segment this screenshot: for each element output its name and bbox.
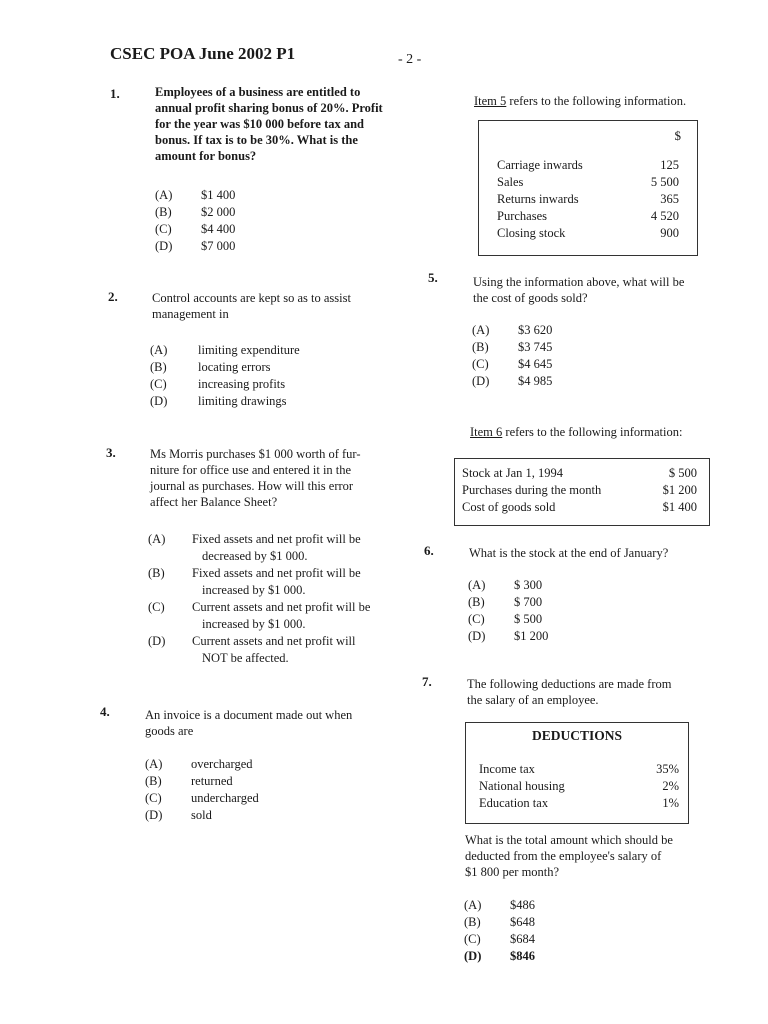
q1-line: bonus. If tax is to be 30%. What is the	[155, 133, 358, 147]
page-title: CSEC POA June 2002 P1	[110, 44, 296, 63]
q4-option-b[interactable]: (B) returned	[145, 774, 233, 788]
item6-row: Purchases during the month $1 200	[462, 483, 697, 497]
q5-line: the cost of goods sold?	[473, 291, 588, 305]
item5-row: Sales 5 500	[497, 175, 679, 189]
q3-line: affect her Balance Sheet?	[150, 495, 278, 509]
q2-number: 2.	[108, 289, 118, 304]
q4-text	[145, 707, 405, 739]
q1-option-a[interactable]: (A) $1 400	[155, 188, 236, 202]
deductions-table	[465, 722, 689, 824]
q5-number: 5.	[428, 270, 438, 285]
q5-option-b[interactable]: (B) $3 745	[472, 340, 553, 354]
deductions-title: DEDUCTIONS	[531, 728, 623, 743]
deductions-row: National housing 2%	[479, 779, 679, 793]
item5-row: Purchases 4 520	[497, 209, 679, 223]
q4-number: 4.	[100, 704, 110, 719]
q3-options	[148, 531, 370, 667]
q1-option-b[interactable]: (B) $2 000	[155, 205, 236, 219]
deductions-row: Income tax 35%	[479, 762, 679, 776]
q1-line: annual profit sharing bonus of 20%. Profit	[155, 101, 383, 115]
q5-options	[472, 322, 552, 390]
q2-line: Control accounts are kept so as to assist	[152, 291, 351, 305]
q4-line: goods are	[145, 724, 194, 738]
item5-row: Closing stock 900	[497, 226, 679, 240]
q3-number: 3.	[106, 445, 116, 460]
q7-options	[464, 897, 535, 965]
q3-text	[150, 446, 410, 510]
q6-option-c[interactable]: (C) $ 500	[468, 612, 543, 626]
item6-table	[454, 458, 710, 526]
q3-option-a[interactable]: (A) Fixed assets and net profit will be decreased by $1 000.	[148, 532, 361, 563]
q2-options	[150, 342, 300, 410]
q4-option-d[interactable]: (D) sold	[145, 808, 212, 822]
q1-number: 1.	[110, 86, 120, 101]
q5-option-a[interactable]: (A) $3 620	[472, 323, 553, 337]
item5-table	[478, 120, 698, 256]
q1-options	[155, 187, 235, 255]
q2-option-b[interactable]: (B) locating errors	[150, 360, 271, 374]
item5-row: Returns inwards 365	[497, 192, 679, 206]
q4-options	[145, 756, 259, 824]
q4-option-c[interactable]: (C) undercharged	[145, 791, 259, 805]
q2-option-a[interactable]: (A) limiting expenditure	[150, 343, 300, 357]
q3-line: Ms Morris purchases $1 000 worth of fur-	[150, 447, 361, 461]
q6-option-a[interactable]: (A) $ 300	[468, 578, 543, 592]
q1-line: amount for bonus?	[155, 149, 257, 163]
q7-option-b[interactable]: (B) $648	[464, 915, 535, 929]
q5-option-d[interactable]: (D) $4 985	[472, 374, 553, 388]
item5-currency: $	[674, 128, 681, 143]
q7-followup-line: deducted from the employee's salary of	[465, 849, 662, 863]
q6-option-b[interactable]: (B) $ 700	[468, 595, 543, 609]
q2-option-c[interactable]: (C) increasing profits	[150, 377, 286, 391]
q2-line: management in	[152, 307, 229, 321]
q3-line: niture for office use and entered it in the	[150, 463, 352, 477]
q7-option-c[interactable]: (C) $684	[464, 932, 535, 946]
item6-row: Cost of goods sold $1 400	[462, 500, 697, 514]
item6-intro: Item 6 refers to the following information:	[470, 425, 683, 439]
q5-line: Using the information above, what will be	[473, 275, 685, 289]
q1-line: Employees of a business are entitled to	[155, 85, 361, 99]
q1-line: for the year was $10 000 before tax and	[155, 117, 365, 131]
q6-options	[468, 577, 548, 645]
q1-option-d[interactable]: (D) $7 000	[155, 239, 236, 253]
q6-option-d[interactable]: (D) $1 200	[468, 629, 549, 643]
q3-line: journal as purchases. How will this error	[150, 479, 354, 493]
q7-line: the salary of an employee.	[467, 693, 599, 707]
q5-text	[473, 274, 733, 306]
page-number: - 2 -	[398, 52, 422, 67]
q6-text: What is the stock at the end of January?	[469, 546, 669, 560]
item6-row: Stock at Jan 1, 1994 $ 500	[462, 466, 697, 480]
q7-option-a[interactable]: (A) $486	[464, 898, 535, 912]
item5-intro: Item 5 refers to the following information.	[474, 94, 687, 108]
q3-option-b[interactable]: (B) Fixed assets and net profit will be increased by $1 000.	[148, 566, 361, 597]
q3-option-c[interactable]: (C) Current assets and net profit will be increased by $1 000.	[148, 600, 371, 631]
q1-text	[155, 84, 415, 164]
q7-followup-line: $1 800 per month?	[465, 865, 560, 879]
q4-option-a[interactable]: (A) overcharged	[145, 757, 253, 771]
q2-option-d[interactable]: (D) limiting drawings	[150, 394, 287, 408]
q7-number: 7.	[422, 674, 432, 689]
q7-line: The following deductions are made from	[467, 677, 672, 691]
q4-line: An invoice is a document made out when	[145, 708, 353, 722]
q7-text	[467, 676, 727, 708]
deductions-row: Education tax 1%	[479, 796, 679, 810]
q3-option-d[interactable]: (D) Current assets and net profit will NOT be affected.	[148, 634, 356, 665]
q2-text	[152, 290, 412, 322]
q1-option-c[interactable]: (C) $4 400	[155, 222, 236, 236]
q6-number: 6.	[424, 543, 434, 558]
q5-option-c[interactable]: (C) $4 645	[472, 357, 553, 371]
q7-option-d[interactable]: (D) $846	[464, 949, 535, 963]
q7-followup	[465, 832, 735, 880]
q7-followup-line: What is the total amount which should be	[465, 833, 673, 847]
item5-row: Carriage inwards 125	[497, 158, 679, 172]
